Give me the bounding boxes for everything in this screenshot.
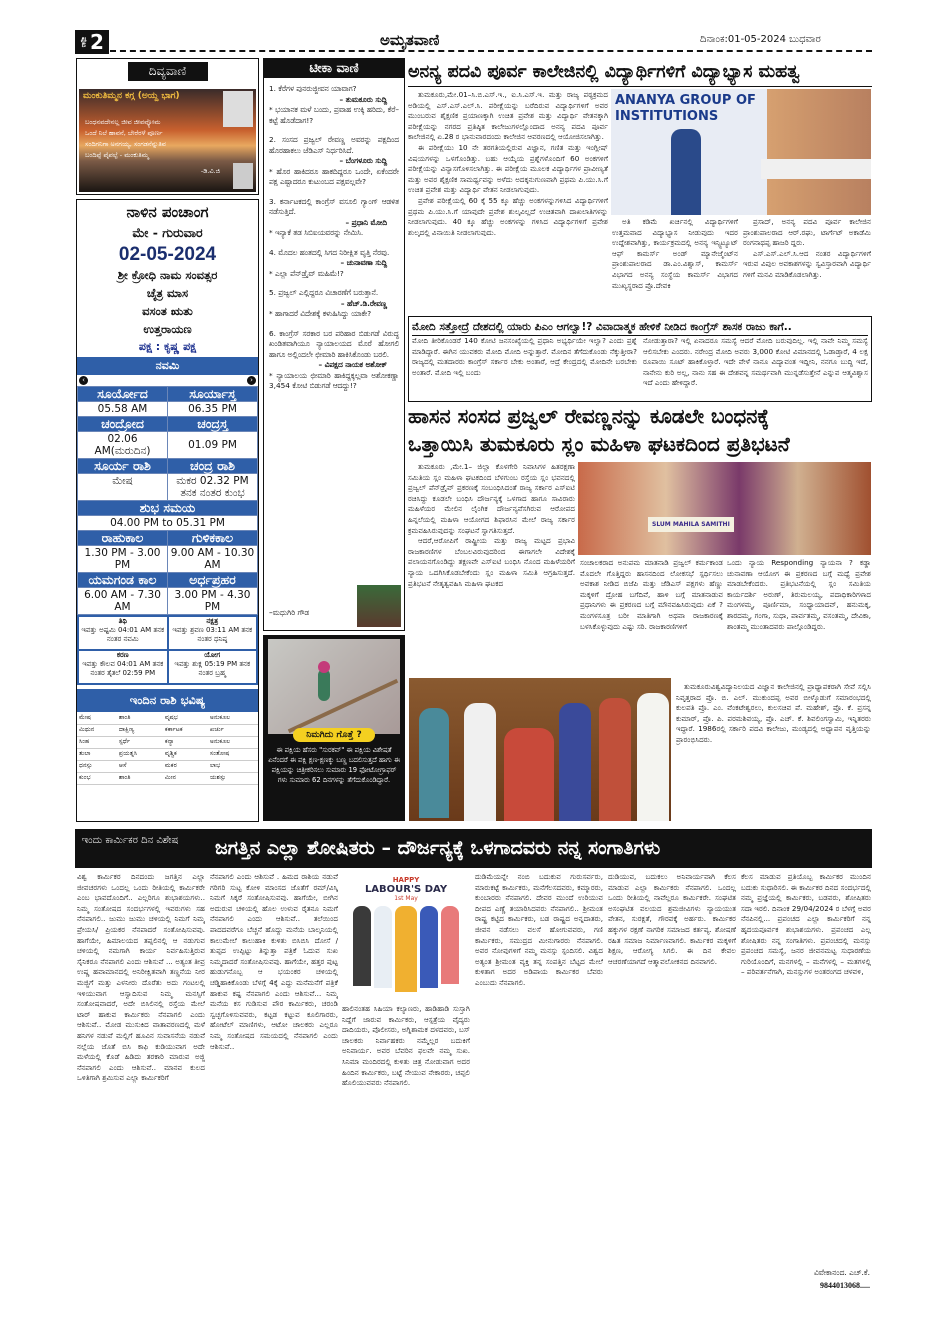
rashi-prediction: ಸಂತೋಷ xyxy=(208,748,258,760)
masthead: ಅಮೃತವಾಣಿ xyxy=(380,31,440,49)
teeka-question: 3. ಕರ್ನಾಟಕದಲ್ಲಿ ಕಾಂಗ್ರೆಸ್ ವಸೂಲಿ ಗ್ಯಾಂಗ್ ಆಡಳಿತ ನಡೆಸುತ್ತಿದೆ. xyxy=(269,196,399,216)
article3-para: ಆದರೆ,ಆರೋಪಿಗೆ ರಾಷ್ಟ್ರೀಯ ಮತ್ತು ರಾಜ್ಯ ಮಟ್ಟದ ಪ್ರಭಾವಿ ರಾಜಕಾರಣಿಗಳ ಬೆಂಬಲವಿರುವುದರಿಂದ ಈಗಾಗಲೇ ವಿದೇಶಕ್ಕೆ ಪಲಾಯನಗೊಂಡಿದ್ದು ತಕ್ಷಣವೇ ಎಸ್ಐಟಿ ಬಂಧಿಸಿ ನೊಂದ ಮಹಿಳೆಯರಿಗೆ ನ್ಯಾಯ ಒದಗಿಸಿಕೊಡಬೇಕೆಂದು ಸ್ಲಂ ಮಹಿಳಾ ಸಮಿತಿ ಆಗ್ರಹಿಸುತ್ತದೆ. ಪ್ರತಿಭಟನೆ ನೇತೃತ್ವವಹಿಸಿ ಮಹಿಳಾ ಘಟಕದ xyxy=(408,536,575,588)
moonrise-label: ಚಂದ್ರೋದ xyxy=(78,417,168,432)
divyavani-verse: ಬಂಧನವದೇನಲ್ಲ ಜೀವ ಜೀವವ್ಯೋಮ ಒಂದೆ ನಿಲೆ ಹಾವನೆ, ಬೇರೆರಳೆ ಪೂರ್ಣ ಸಂದಿಗನಿಗಾ ಅನಗಯ್ಯ, ಸಂಗಡನೆನ್ನುತಿವ ಬಂದಿಪ್ಪೆ ಪೈಪಲ್ಪೆ - ಮಂಕುತಿಮ್ಮ xyxy=(85,118,166,159)
panchang-tithi: ನವಮಿ xyxy=(77,357,258,375)
rashi-prediction: ದಾಕ್ಷಿಣ್ಯ xyxy=(117,724,163,736)
panchang-date: 02-05-2024 xyxy=(118,244,217,265)
felicitation-photo xyxy=(409,678,671,821)
nakshatra-value: ಇವತ್ತು ಶ್ರವಣ 03:11 AM ತನಕ ನಂತರ ಧನಿಷ್ಠ xyxy=(172,626,253,643)
karana-value: ಇವತ್ತು ಕೌಲವ 04:01 AM ತನಕ ನಂತರ ತೈತಲೆ 02:59 PM xyxy=(82,660,164,677)
rashi-prediction: ಆಸೆ xyxy=(117,760,163,772)
article3-body-col1 xyxy=(408,462,575,674)
panchang-title: ನಾಳಿನ ಪಂಚಾಂಗ xyxy=(126,203,209,221)
teeka-source: – ಚುನಾವಣಾ ಸುದ್ದಿ xyxy=(340,258,387,267)
protest-placard: SLUM MAHILA SAMITHI xyxy=(648,517,734,532)
article5-col6: ಕೆಲಸ ಮಾಡುವ ಪ್ರತಿಯೊಬ್ಬ ಕಾರ್ಮಿಕರ ಮುಂದಿನ ಬದುಕು ಸುಧಾರಿಸಲಿ. ಈ ಕಾರ್ಮಿಕರ ದಿನದ ಸಂದರ್ಭದಲ್ಲಿ ನಮ್ಮ ಪ್ರಜ್ಞೆಯಲ್ಲಿ ಕಾರ್ಮಿಕರು, ಬಡವರು, ಶೋಷಿತರು ಸದಾ ಇರಲಿ. ದಿನಾಂಕ 29/04/2024 ರ ಬೆಳಗ್ಗೆ ಅವರ ನೆನಪಿನಲ್ಲಿ... ಪ್ರಪಂಚದ ಎಲ್ಲಾ ಕಾರ್ಮಿಕರಿಗೆ ನನ್ನ ಹೃದಯಪೂರ್ವಕ ಶುಭಾಶಯಗಳು. ಪ್ರಪಂಚದ ಎಲ್ಲ ಶೋಷಿತರು ನನ್ನ ಸಂಗಾತಿಗಳು. ಪ್ರಪಂಚದಲ್ಲಿ ಮನಸ್ಸು ಪ್ರಪಂಚದ ಸಮಸ್ಯೆ, ಜನರ ಜೀವನಮಟ್ಟ ಸುಧಾರಣೆಯ ಗುರಿಯೊಂದಿಗೆ, ಮನಗಳಲ್ಲಿ – ಮನೆಗಳಲ್ಲಿ – ಮತಗಳಲ್ಲಿ – ಪರಿವರ್ತನೆಗಾಗಿ, ಮನಸ್ಸುಗಳ ಅಂತರಂಗದ ಚಳವಳಿ, xyxy=(741,872,871,977)
yoga-value: ಇವತ್ತು ಶುಕ್ಲ 05:19 PM ತನಕ ನಂತರ ಬ್ರಹ್ಮ xyxy=(174,660,251,677)
teeka-question: 6. ಕಾಂಗ್ರೆಸ್ ಸರಕಾರ ಬರ ಪರಿಹಾರ ಬಿಡುಗಡೆ ವಿರುದ್ಧ ಖಂಡಿತವಾಗಿಯೂ ನ್ಯಾಯಾಲಯದ ಮೊರೆ ಹೋಗಲಿ ಹಾಗೂ ಅಲ್ಲಿಂದಲೇ ಛೀಮಾರಿ ಹಾಕಿಸಿಕೊಂಡು ಬರಲಿ. xyxy=(269,328,399,359)
labour-image-text-title: LABOUR'S DAY xyxy=(364,884,448,895)
sunset-label: ಸೂರ್ಯಾಸ್ತ xyxy=(168,387,258,402)
chandra-rashi-value: ಮಕರ 02.32 PM ತನಕ ನಂತರ ಕುಂಭ xyxy=(168,474,258,501)
article1-para: ಪ್ರವೇಶ ಪರೀಕ್ಷೆಯಲ್ಲಿ 60 ಕ್ಕೆ 55 ಕ್ಕೂ ಹೆಚ್ಚು ಅಂಕಗಳನ್ನುಗಳಿಸಿದ ವಿದ್ಯಾರ್ಥಿಗಳಿಗೆ ಪ್ರಥಮ ಪಿ.ಯು.ಸಿ.ಗೆ ಯಾವುದೇ ಪ್ರವೇಶ ಶುಲ್ಕವಿಲ್ಲದೆ ಉಚಿತವಾಗಿ ದಾಖಲಾತಿಗಳನ್ನು ನೀಡಲಾಗುವುದು. 40 ಕ್ಕೂ ಹೆಚ್ಚು ಅಂಕಗಳನ್ನು ಗಳಿಸಿದ ವಿದ್ಯಾರ್ಥಿಗಳಿಗೆ ಪ್ರವೇಶ ಶುಲ್ಕದಲ್ಲಿ ವಿನಾಯಿತಿ ನೀಡಲಾಗುವುದು. xyxy=(408,195,608,237)
rashi-sign: ಕರ್ಕಾಟಕ xyxy=(163,724,208,736)
article1-photo xyxy=(611,89,871,215)
article1-para: ಪ್ರಸಾದ್, ಅನನ್ಯ ಪದವಿ ಪೂರ್ವ ಕಾಲೇಜಿನ ಪ್ರಾಂಶುಪಾಲರಾದ ಆರ್.ರಘು, ಟಾರ್ಗೆಟ್ ಅಕಾಡೆಮಿ ರಂಗನಾಥಪ್ಪ ಹಾಜರಿ ದ್ದರು. xyxy=(743,217,871,248)
rashi-sign: ತುಲಾ xyxy=(77,748,117,760)
did-you-know-title: ನಿಮಗಿದು ಗೊತ್ತೆ ? xyxy=(293,728,375,742)
panchang-timings-table xyxy=(77,386,258,615)
surya-rashi-label: ಸೂರ್ಯ ರಾಶಿ xyxy=(78,459,168,474)
article4-body: ತುಮಕೂರುವಿಶ್ವವಿದ್ಯಾನಿಲಯದ ವಿಜ್ಞಾನ ಕಾಲೇಜಿನಲ್ಲಿ ಪ್ರಾಧ್ಯಾಪಕರಾಗಿ ಸೇವೆ ಸಲ್ಲಿಸಿ ನಿವೃತ್ತರಾದ ಪ್ರೊ. ಬಿ. ಎಲ್. ಮುಕುಂದಪ್ಪ ಅವರ ಬೀಳ್ಕೊಡುಗೆ ಸಮಾರಂಭದಲ್ಲಿ ಕುಲಪತಿ ಪ್ರೊ. ಎಂ. ವೆಂಕಟೇಶ್ವರಲು, ಕುಲಸಚಿವ ಪೆ. ಮಹೇಶ್, ಪ್ರೊ. ಕೆ. ಪ್ರಸನ್ನ ಕುಮಾರ್, ಪ್ರೊ. ಪಿ. ಪರಮಶಿವಯ್ಯ, ಪ್ರೊ. ಎಚ್. ಕೆ. ಶಿವಲಿಂಗಸ್ವಾಮಿ, ಇನ್ನಿತರರು ಇದ್ದಾರೆ. 1986ರಲ್ಲಿ ಸರ್ಕಾರಿ ಪದವಿ ಕಾಲೇಜು, ಮಂಡ್ಯದಲ್ಲಿ ಅಧ್ಯಾಪನ ವೃತ್ತಿಯನ್ನು ಪ್ರಾರಂಭಿಸಿದರು. xyxy=(676,682,871,744)
teeka-comment: * ಎಲ್ಲಾ ಪೆನ್‌ಡ್ರೈವ್ ಮಹಿಮೆ!? xyxy=(269,268,344,278)
teeka-item xyxy=(269,248,399,280)
panchang-masa: ಚೈತ್ರ ಮಾಸ xyxy=(146,286,189,300)
ardhaprahara-value: 3.00 PM - 4.30 PM xyxy=(168,588,258,615)
rashi-prediction: ಅನುಕೂಲ xyxy=(208,712,258,724)
teeka-author: –ಮಧುಗಿರಿ ಗೌಡ xyxy=(269,608,310,617)
rashi-row xyxy=(77,724,258,736)
article5-author: ವಿವೇಕಾನಂದ. ಎಚ್.ಕೆ. xyxy=(813,1268,870,1277)
rashi-prediction: ಶಾಂತಿ xyxy=(117,712,163,724)
teeka-item xyxy=(269,84,399,126)
article3-para: ತುಮಕೂರು ,ಮೇ.1– ಜಿಲ್ಲಾ ಕೊಳಗೇರಿ ನಿವಾಸಿಗಳ ಹಿತರಕ್ಷಣಾ ಸಮಿತಿಯ ಸ್ಲಂ ಮಹಿಳಾ ಘಟಕದಿಂದ ಬೆಳಗುಂಬ ರಸ್ತೆಯ ಸ್ಲಂ ಭವನದಲ್ಲಿ ಪ್ರಜ್ವಲ್ ಪೆನ್‌ಡ್ರೈವ್ ಪ್ರಕರಣಕ್ಕೆ ಸಂಬಂಧಿಸಿದಂತೆ ರಾಜ್ಯ ಸರ್ಕಾರ ಎಸ್ಐಟಿ ರಚಿಸಿದ್ದು ಕೂಡಲೇ ಬಂಧಿಸಿ ದೌರ್ಜನ್ಯಕ್ಕೆ ಒಳಗಾದ ಹಾಗೂ ಸಾವಿರಾರು ಮಹಿಳೆಯರ ಮೇಲಿನ ಲೈಂಗಿಕ ದೌರ್ಜನ್ಯವೆಸಗಿರುವ ಆರೋಪದ ಹಿನ್ನಲೆಯಲ್ಲಿ ಮಹಿಳಾ ಆಯೋಗದ ಶಿಫಾರಸಿನ ಮೇಲೆ ರಾಜ್ಯ ಸರ್ಕಾರ ಕ್ರಮವಹಿಸಿರುವುದನ್ನು ಸಂಘಟನೆ ಸ್ವಾಗತಿಸುತ್ತದೆ. xyxy=(408,462,575,535)
teeka-question: 2. ಸಂಸದ ಪ್ರಜ್ವಲ್ ರೇವಣ್ಣ ಅವರನ್ನು ಪಕ್ಷದಿಂದ ಹೊರಹಾಕಲು ಜೆಡಿಎಸ್ ನಿರ್ಧರಿಸಿದೆ. xyxy=(269,135,399,155)
teeka-comment: * ಇನ್ಯಾಕೆ ತಡ ಸಿಬಿಐಯವರನ್ನು ನೇಮಿಸಿ. xyxy=(269,228,364,237)
rashi-title: ಇಂದಿನ ರಾಶಿ ಭವಿಷ್ಯ xyxy=(77,689,258,712)
rashi-sign: ಮೀನ xyxy=(163,772,208,784)
article1-body-col2 xyxy=(612,217,738,313)
teeka-source: – ಪ್ರಧಾನಿ ಮೋದಿ xyxy=(345,217,387,227)
rashi-row xyxy=(77,712,258,724)
tithi-label: ತಿಥಿ xyxy=(118,617,127,625)
rashi-prediction: ಅನುಕೂಲ xyxy=(208,736,258,748)
article1-para: ತುಮಕೂರು,ಮೇ.01–ಸಿ.ಬಿ.ಎಸ್.ಇ., ಐ.ಸಿ.ಎಸ್.ಇ. ಮತ್ತು ರಾಜ್ಯ ಪಠ್ಯಕ್ರಮದ ಅಡಿಯಲ್ಲಿ ಎಸ್.ಎಸ್.ಎಲ್.ಸಿ. ಪರೀಕ್ಷೆಯನ್ನು ಬರೆದಿರುವ ವಿದ್ಯಾರ್ಥಿಗಳಿಗೆ ಅವರ ಮುಂಬರುವ ಶೈಕ್ಷಣಿಕ ಪ್ರಯಾಣಕ್ಕಾಗಿ ಉಚಿತ ಪ್ರವೇಶ ಮತ್ತು ವಿದ್ಯಾರ್ಥಿ ವೇತನಕ್ಕಾಗಿ ಪರೀಕ್ಷೆಯನ್ನು ನಗರದ ಪ್ರತಿಷ್ಠಿತ ಕಾಲೇಜುಗಳಲ್ಲೊಂದಾದ ಅನನ್ಯ ಪದವಿ ಪೂರ್ವ ಕಾಲೇಜಿನಲ್ಲಿ ಏ.28 ರ ಭಾನುವಾರದಂದು ಕಾಲೇಜಿನ ಆವರಣದಲ್ಲಿ ಆಯೋಜಿಸಲಾಗಿತ್ತು. xyxy=(408,90,608,142)
rashi-prediction: ಖರ್ಚು xyxy=(208,724,258,736)
rashi-table xyxy=(77,712,258,785)
teeka-item xyxy=(269,135,399,188)
article1-para: ಎಸ್.ಎಸ್.ಎಲ್.ಸಿ.ಆದ ನಂತರ ವಿದ್ಯಾರ್ಥಿಗಳಿಗೆ ಇರುವ ವಿಪುಲ ಅವಕಾಶಗಳನ್ನು ಸ್ವವಿಸ್ತಾರವಾಗಿ ವಿದ್ಯಾರ್ಥಿ ಗಳಿಗೆ ಮನವಿ ಮಾಡಿಕೊಡಲಾಗಿತ್ತು. xyxy=(743,248,871,279)
article5-col2: ನೆನಪಾಗಲಿ ಎಂದು ಆಶಿಸುವೆ . ಹಿಮದ ರಾಶಿಯ ನಡುವೆ ಗರಿಗರಿ ಸುಟ್ಟ ಕೋಳಿ ಮಾಂಸದ ಜೊತೆಗೆ ರಮ್/ವಿಸ್ಕಿ ನಿಮಗೆ ಸಿಕ್ಕರೆ ಸಂತೋಷಿಸುವವು. ಹಾಗೆಯೇ, ಬೀಗಿನ ಅದುರುವ ಚಳಿಯಲ್ಲಿ ಹೊಲ ಉಳುವ ರೈತನೂ ನಿಮಗೆ ನೆನಪಾಗಲಿ ಎಂದು ಆಶಿಸುವೆ.. ತಲೆಯಿಂದ ಪಾದದವರೆಗೂ ಬೆಚ್ಚನೆ ಹೊದ್ದು ಮನೆಯ ಬಾಲ್ಕನಿಯಲ್ಲಿ ಕಾಲುಮೇಲೆ ಕಾಲುಹಾಕಿ ಕುಳಿತು ಬಿಸಿಬಿಸಿ ದೋಸೆ / ತುಪ್ಪದ ಉಪ್ಪಿಟ್ಟು ತಿನ್ನುತ್ತಾ ಪತ್ರಿಕೆ ಓದುವ ಸುಖ ನಿಮ್ಮದಾದರೆ ಸಂತೋಷಿಸುವವು. ಹಾಗೆಯೇ, ಹತ್ತರ ಪುಟ್ಟ ಹುಡುಗನೊಬ್ಬ ಆ ಭಯಂಕರ ಚಳಿಯಲ್ಲಿ ಚಡ್ಡಿಹಾಕಿಕೊಂಡು ಬೆಳಗ್ಗೆ 4ಕ್ಕೆ ಎದ್ದು ಮನೆಮನೆಗೆ ಪತ್ರಿಕೆ ಹಾಕುವ ಕಷ್ಟ ನೆನಪಾಗಲಿ ಎಂದು ಆಶಿಸುವೆ... ನಿಮ್ಮ ಮನೆಯ ಕಸ ಗುಡಿಸುವ ಪೌರ ಕಾರ್ಮಿಕರು, ಚರಂಡಿ ಸ್ವಚ್ಛಗೊಳಿಸುವವರು, ಕಟ್ಟಡ ಕಟ್ಟುವ ಕೂಲಿಗಾರರು, ಹೋಟೆಲ್ ಮಾಣಿಗಳು, ಆಟೋ ಚಾಲಕರು ಎಲ್ಲರೂ ನಿಮ್ಮ ಸಂತೋಷದ ಸಮಯದಲ್ಲಿ ನೆನಪಾಗಲಿ ಎಂದು ಆಶಿಸುವೆ.. xyxy=(210,872,338,1051)
teeka-question: 5. ಪ್ರಜ್ವಲ್ ಎಲ್ಲಿದ್ದರೂ ವಿಚಾರಣೆಗೆ ಬರುತ್ತಾನೆ. xyxy=(269,288,379,297)
panchang-ayana: ಉತ್ತರಾಯಣ xyxy=(143,322,192,336)
sunrise-label: ಸೂರ್ಯೋದ xyxy=(78,387,168,402)
ananya-sign: ANANYA GROUP OF INSTITUTIONS xyxy=(615,93,756,124)
panchang-paksha: ಪಕ್ಷ : ಕೃಷ್ಣ ಪಕ್ಷ xyxy=(138,340,197,353)
rashi-sign: ಸಿಂಹ xyxy=(77,736,117,748)
yamaganda-label: ಯಮಗಂಡ ಕಾಲ xyxy=(78,573,168,588)
teeka-comment: * ಹಾಗಾದರೆ ವಿದೇಶಕ್ಕೆ ಕಳುಹಿಸಿದ್ದು ಯಾಕೇ? xyxy=(269,309,372,318)
did-you-know-text: ಈ ಪಕ್ಷಿಯ ಹೆಸರು "ಸುರಕವ್" ಈ ಪಕ್ಷಿಯ ವಿಶೇಷತೆ ಏನೆಂದರೆ ಈ ಪಕ್ಷಿ ಕ್ಷಣ-ಕ್ಷಣಕ್ಕು ಬಣ್ಣ ಬದಲಿಸುತ್ತದೆ ಹಾಗು ಈ ಪಕ್ಷಿಯನ್ನು ಚಿತ್ರೀಕರಿಸಲು ಸುಮಾರು 19 ಫೋಟೋಗ್ರಾಫರ್ ಗಳು ಸುಮಾರು 62 ದಿನಗಳನ್ನು ತೆಗೆದುಕೊಂಡಿದ್ದಾರೆ. xyxy=(268,746,400,784)
divyavani-box xyxy=(76,58,259,195)
yamaganda-value: 6.00 AM - 7.30 AM xyxy=(78,588,168,615)
article1-headline: ಅನನ್ಯ ಪದವಿ ಪೂರ್ವ ಕಾಲೇಜಿನಲ್ಲಿ ವಿದ್ಯಾರ್ಥಿಗಳಿಗೆ ವಿದ್ಯಾಭ್ಯಾಸ ಮಹತ್ವ xyxy=(408,58,872,87)
teeka-item xyxy=(269,197,399,239)
tithi-cell xyxy=(78,616,168,650)
poet-portrait xyxy=(223,91,253,127)
teeka-source: – ವಿಪಕ್ಷದ ನಾಯಕ ಅಶೋಕ್ xyxy=(318,360,387,369)
article3-body-col3: ಒಂದು ನ್ಯಾಯ Responding ನ್ಯಾಯನಾ ? ಕಡ್ಡಾ ಚುನಾವಣಾ ಆಯೋಗ ಈ ಪ್ರಕರಣದ ಬಗ್ಗೆ ಮಧ್ಯೆ ಪ್ರವೇಶ ಮಾಡಬೇಕೆಂದರು. ಪ್ರತಿಭಟನೆಯಲ್ಲಿ ಸ್ಲಂ ಸಮಿತಿಯ ಕಾರ್ಯದರ್ಶಿ ಅರುಣ್, ತಿರುಮಲಯ್ಯ, ಪದಾಧಿಕಾರಿಗಳಾದ ಮಂಗಳಮ್ಮ, ಪೂರ್ಣಿಮಾ, ಸಂಧ್ಯಾಯಾದವ್, ಹನುಮಕ್ಕ, ಶಾರದಮ್ಮ, ಗಂಗಾ, ಸುಧಾ, ಪಾರ್ವತಮ್ಮ, ವಸಂತಮ್ಮ, ದೇವಿಕಾ, ಶಾಂತಮ್ಮ ಮುಂತಾದವರು ಪಾಲ್ಗೊಂಡಿದ್ದರು. xyxy=(727,558,871,631)
teeka-source: – ತುಮಕೂರು ಸುದ್ದಿ xyxy=(339,94,387,104)
protest-photo xyxy=(578,462,871,555)
teeka-comment: * ಹೊರ ಹಾಕಿದರೂ ಹಾಕದಿದ್ದರೂ ಒಂದೇ, ಏಕೆಂದರೇ ಪಕ್ಷ ಎಷ್ಟಾದರೂ ಕುಟುಂಬದ ಪಕ್ಷವಲ್ಲವೇ? xyxy=(269,166,399,186)
article5-col5: ದುಡಿಯುವ, ಬದುಕಲು ಅನಿವಾರ್ಯವಾಗಿ ಕೆಲಸ ಮಾಡುವ ಎಲ್ಲಾ ಕಾರ್ಮಿಕರು ನೆನಪಾಗಲಿ. ಒಂದಲ್ಲ ಒಂದು ರೀತಿಯಲ್ಲಿ ನಾವೆಲ್ಲರೂ ಕಾರ್ಮಿಕರೇ. ಸಂಘಟಿತ ಅಸಂಘಟಿತ ವಲಯದ ಶ್ರಮಜೀವಿಗಳು ನ್ಯಾಯಯುತ ವೇತನ, ಸುರಕ್ಷತೆ, ಗೌರವಕ್ಕೆ ಅರ್ಹರು. ಕಾರ್ಮಿಕರ ಹಕ್ಕುಗಳ ರಕ್ಷಣೆ ನಾಗರಿಕ ಸಮಾಜದ ಕರ್ತವ್ಯ. ಶೋಷಣೆ ರಹಿತ ಸಮಾಜ ನಿರ್ಮಾಣವಾಗಲಿ. ಕಾರ್ಮಿಕರ ಮಕ್ಕಳಿಗೆ ಶಿಕ್ಷಣ, ಆರೋಗ್ಯ ಸಿಗಲಿ. ಈ ದಿನ ಕೇವಲ ಆಚರಣೆಯಾಗದೆ ಆತ್ಮಾವಲೋಕನದ ದಿನವಾಗಲಿ. xyxy=(608,872,736,966)
karana-cell xyxy=(78,650,168,684)
teeka-comment: * ಭಯಾನಕ ಮಳೆ ಬಂದು, ಪ್ರವಾಹ ಉಕ್ಕಿ ಹರಿದು, ಕೆರೆ–ಕಟ್ಟೆ ಹೊಡೆದಾಗ!? xyxy=(269,105,399,125)
article2-box xyxy=(408,316,872,402)
panchang-samvatsara: ಶ್ರೀ ಕ್ರೋಧಿ ನಾಮ ಸಂವತ್ಸರ xyxy=(117,268,218,282)
labour-day-kicker: ಇಂದು ಕಾರ್ಮಿಕರ ದಿನ ವಿಶೇಷ xyxy=(81,835,179,846)
teeka-source: – ಹೆಚ್.ಡಿ.ರೇವಣ್ಣ xyxy=(340,298,387,308)
article3-body-col2: ಸಂಚಾಲಕರಾದ ಅನುಪಮ ಮಾತನಾಡಿ ಪ್ರಜ್ವಲ್ ಕರ್ಮಕಾಂಡ ಮೊದಲೇ ಗೊತ್ತಿದ್ದರು ಹಾಸನದಿಂದ ಲೋಕಸಭೆ ಸ್ಪರ್ಧಿಸಲು ಅವಕಾಶ ನೀಡಿದ ಬಿಜೆಪಿ ಮತ್ತು ಜೆಡಿಎಸ್ ಪಕ್ಷಗಳು ಹೆಣ್ಣು ಮಕ್ಕಳಿಗೆ ದ್ರೋಹ ಬಗೆದಿವೆ, ಹಾಳಿ ಬಗ್ಗೆ ಮಾತನಾಡುವ ಪ್ರಧಾನಿಗಳು ಈ ಪ್ರಕರಣದ ಬಗ್ಗೆ ಮೌನವಹಿಸಿರುವುದು ಏಕೆ ? ಮಂಗಳಸೂತ್ರ ಬರೀ ಮಾತಿಗಾಗಿ ಅಥವಾ ರಾಜಕಾರಣಕ್ಕೆ ಬಳಸಿಕೊಳ್ಳುವುದು ಎಷ್ಟು ಸರಿ. ರಾಜಕಾರಣಿಗಳಿಗೆ xyxy=(580,558,723,631)
article5-col1: ವಿಶ್ವ ಕಾರ್ಮಿಕರ ದಿನದಂದು ಜಗತ್ತಿನ ಎಲ್ಲಾ ಜೀವಚರಗಳು ಒಂದಲ್ಲ ಒಂದು ರೀತಿಯಲ್ಲಿ ಕಾರ್ಮಿಕರೇ ಎಂಬ ಭಾವದೊಂದಿಗೆ.. ಎಲ್ಲರಿಗೂ ಶುಭಾಶಯಗಳು.. ನಿಮ್ಮ ಸಂತೋಷದ ಸಂದರ್ಭಗಳಲ್ಲಿ ಇವರುಗಳು ಸಹ ನೆನಪಾಗಲಿ.. ಜುಮು ಜುಮು ಚಳಿಯಲ್ಲಿ ನಿಮಗೆ ನಿಮ್ಮ ಪ್ರೇಯಸಿ/ ಪ್ರಿಯಕರ ನೆನಪಾದರೆ ಸಂತೋಷಿಸುವವು. ಹಾಗೆಯೇ, ಹಿಮಾಲಯದ ತಪ್ಪಲಿನಲ್ಲಿ ಆ ನಡುಗುವ ಚಳಿಯಲ್ಲಿ ನಮಗಾಗಿ ಕಾರ್ಯ ನಿರ್ವಹಿಸುತ್ತಿರುವ ಸೈನಿಕರೂ ನೆನಪಾಗಲಿ ಎಂದು ಆಶಿಸುವೆ ... ಅತ್ಯಂತ ತೀವ್ರ ಉಷ್ಣ ಹವಾಮಾನದಲ್ಲಿ ಅನಿರೀಕ್ಷಿತವಾಗಿ ತಣ್ಣನೆಯ ನೀರ ಮಜ್ಜಿಗೆ ಮತ್ತು ಎಳನೀರು ದೊರೆತು ಅದು ಗಂಟಲಲ್ಲಿ ಇಳಿಯುವಾಗ ಆಸ್ವಾದಿಸುವ ನಿಮ್ಮ ಮನಸ್ಸಿಗೆ ಸಂತೋಷವಾದರೆ, ಅದೇ ಬಿಸಿಲಿನಲ್ಲಿ ರಸ್ತೆಯ ಮೇಲೆ ಟಾರ್ ಹಾಕುವ ಕಾರ್ಮಿಕರು ನೆನಪಾಗಲಿ ಎಂದು ಆಶಿಸುವೆ.. ಮೋಡ ಮುಸುಕಿದ ವಾತಾವರಣದಲ್ಲಿ ಮಳೆ ಹನಿಗಳ ನಡುವೆ ಮಲ್ಲಿಗೆ ಹೂವಿನ ಸುವಾಸನೆಯ ನಡುವೆ ನಲ್ಲೆಯ ಜೊತೆ ಬಿಸಿ ಕಾಫಿ ಕುಡಿಯುವಾಗ ಅದೇ ಮಳೆಯಲ್ಲಿ ಕೊಡೆ ಹಿಡಿದು ತರಕಾರಿ ಮಾರುವ ಅಜ್ಜಿ ನೆನಪಾಗಲಿ ಎಂದು ಆಶಿಸುವೆ.. ಮಾನವ ಕುಲದ ಒಳಿತಿಗಾಗಿ ಶ್ರಮಿಸುವ ಎಲ್ಲಾ ಕಾರ್ಮಿಕರಿಗೆ xyxy=(77,872,205,1083)
rashi-sign: ಮಿಥುನ xyxy=(77,724,117,736)
header-divider xyxy=(110,50,872,52)
labour-day-headline: ಜಗತ್ತಿನ ಎಲ್ಲಾ ಶೋಷಿತರು – ದೌರ್ಜನ್ಯಕ್ಕೆ ಒಳಗಾದವರು ನನ್ನ ಸಂಗಾತಿಗಳು xyxy=(215,837,661,859)
rashi-sign: ಕುಂಭ xyxy=(77,772,117,784)
rashi-row xyxy=(77,748,258,760)
rashi-row xyxy=(77,760,258,772)
hummingbird-photo xyxy=(268,639,400,734)
rashi-row xyxy=(77,736,258,748)
article1-body xyxy=(408,90,608,312)
article1-para: ಈ ಪರೀಕ್ಷೆಯು 10 ನೇ ತರಗತಿಯಲ್ಲಿರುವ ವಿಜ್ಞಾನ, ಗಣಿತ ಮತ್ತು ಇಂಗ್ಲೀಷ್ ವಿಷಯಗಳನ್ನು ಒಳಗೊಂಡಿತ್ತು. ಬಹು ಆಯ್ಕೆಯ ಪ್ರಶ್ನೆಗಳೊಂದಿಗೆ 60 ಅಂಕಗಳಿಗೆ ಪರೀಕ್ಷೆಯನ್ನು ವಿನ್ಯಾಸಗೊಳಿಸಲಾಗಿತ್ತು. ಈ ಪರೀಕ್ಷೆಯ ಮೂಲಕ ವಿದ್ಯಾರ್ಥಿಗಳ ಪ್ರಾವೀಣ್ಯತೆ ಮತ್ತು ಅವರ ಶೈಕ್ಷಣಿಕ ಸಾಮರ್ಥ್ಯವನ್ನು ಅಳೆದು ಅದಕ್ಕನುಗುಣವಾಗಿ ಪ್ರಥಮ ಪಿ.ಯು.ಸಿ.ಗೆ ಉಚಿತ ಪ್ರವೇಶ ಮತ್ತು ವಿದ್ಯಾರ್ಥಿ ವೇತನ ನೀಡಲಾಗುವುದು. xyxy=(408,142,608,195)
teeka-question: 4. ಮೊದಲ ಹಂತದಲ್ಲಿ ಸಿಗದ ನಿರೀಕ್ಷಿತ ವೃತ್ತಿ ನೆರವು. xyxy=(269,247,390,257)
rashi-sign: ಕನ್ಯಾ xyxy=(163,736,208,748)
ardhaprahara-label: ಅರ್ಧಪ್ರಹರ xyxy=(168,573,258,588)
next-arrow-icon[interactable]: › xyxy=(247,376,256,385)
moonset-value: 01.09 PM xyxy=(168,432,258,459)
article5-col3: ಹಾಲಿನಂತಹ ಸಿಹಿಯಾ ಕಲ್ಯಾಣರು, ಹಾಡಿಹಾಡಿ ಸುಸ್ತಾಗಿ ನಿದ್ದೆಗೆ ಜಾರುವ ಕಾರ್ಮಿಕರು, ಆಸ್ಪತ್ರೆಯ ವೈದ್ಯರು ದಾದಿಯರು, ಪೊಲೀಸರು, ಅಗ್ನಿಶಾಮಕ ದಳದವರು, ಬಸ್ ಚಾಲಕರು ನಿರ್ವಾಹಕರು ನಮ್ಮೆಲ್ಲರ ಬದುಕಿಗೆ ಅನಿವಾರ್ಯ. ಅವರ ಬೆವರಿನ ಫಲವೇ ನಮ್ಮ ಸುಖ. ಸಿನಿಮಾ ಮಂದಿರದಲ್ಲಿ ಕುಳಿತು ಚಿತ್ರ ನೋಡುವಾಗ ಅದರ ಹಿಂದಿನ ಕಾರ್ಮಿಕರು, ಬಟ್ಟೆ ನೇಯುವ ನೇಕಾರರು, ಚಪ್ಪಲಿ ಹೊಲಿಯುವವರು ನೆನಪಾಗಲಿ. xyxy=(342,1004,470,1088)
teeka-items xyxy=(269,84,399,392)
teeka-vaani-title: ಟೀಕಾ ವಾಣಿ xyxy=(264,59,404,78)
moonset-label: ಚಂದ್ರಸ್ತ xyxy=(168,417,258,432)
panchang-day: ಮೇ - ಗುರುವಾರ xyxy=(132,225,203,240)
teeka-question: 1. ಕೆರೆಗಳ ಪುನರುಜ್ಜೀವನ ಯಾವಾಗ? xyxy=(269,84,357,93)
divyavani-image xyxy=(79,89,256,192)
tithi-value: ಇವತ್ತು ಅಷ್ಟಮಿ 04:01 AM ತನಕ ನಂತರ ನವಮಿ xyxy=(81,626,165,643)
divyavani-title: ದಿವ್ಯವಾಣಿ xyxy=(128,62,208,81)
teeka-vaani-box xyxy=(263,58,405,631)
teeka-item xyxy=(269,288,399,320)
article2-col1: ಮೋದಿ ತೀರಿಕೊಂಡರೆ 140 ಕೋಟಿ ಜನಸಂಖ್ಯೆಯಲ್ಲಿ ಪ್ರಧಾನಿ ಅಭ್ಯರ್ಥಿಯೇ ಇಲ್ವಾ? ಎಂದು ಪ್ರಶ್ನೆ ಮಾಡಿದ್ದಾರೆ. ಈಗಿನ ಯುವಕರು ಮೋದಿ ಮೋದಿ ಅನ್ನುತ್ತಾರೆ. ಮೋದಿನ ತೆಗೆದುಕೊಂಡು ನೆಕ್ಕುತ್ತೀರಾ? ರಾಜ್ಯದಲ್ಲಿ ಮತದಾರರು ಕಾಂಗ್ರೆಸ್ ಸರ್ಕಾರ ಬೇಕು ಅಂತಾರೆ, ಆದ್ರೆ ಕೇಂದ್ರದಲ್ಲಿ ಮೋದಿನೇ ಬರಬೇಕು ಅಂತಾರೆ. ಮೋದಿ ಇಲ್ಲಿ ಬಂದು xyxy=(412,336,637,377)
rahukala-value: 1.30 PM - 3.00 PM xyxy=(78,546,168,573)
author-photo xyxy=(357,585,401,627)
panchang-box xyxy=(76,199,259,822)
did-you-know-box xyxy=(263,635,405,821)
labour-day-image xyxy=(342,872,470,1000)
rahukala-label: ರಾಹುಕಾಲ xyxy=(78,531,168,546)
article2-headline: ಮೋದಿ ಸತ್ತೋದ್ರೆ ದೇಶದಲ್ಲಿ ಯಾರು ಪಿಎಂ ಆಗಲ್ವಾ!? ವಿವಾದಾತ್ಮಕ ಹೇಳಿಕೆ ನೀಡಿದ ಕಾಂಗ್ರೆಸ್ ಶಾಸಕ ರಾಜು ಕಾಗೆ.. xyxy=(412,319,868,336)
rashi-sign: ವೃಶ್ಚಿಕ xyxy=(163,748,208,760)
shubha-value: 04.00 PM to 05.31 PM xyxy=(78,516,258,531)
karana-label: ಕರಣ xyxy=(116,651,129,659)
rashi-sign: ಧನಸ್ಸು xyxy=(77,760,117,772)
article1-para: ಅತಿ ಕಡಿಮೆ ಖರ್ಚಿನಲ್ಲಿ ವಿದ್ಯಾರ್ಥಿಗಳಿಗೆ ಉತ್ತಮವಾದ ವಿದ್ಯಾಭ್ಯಾಸ ನೀಡುವುದು ಇದರ ಉದ್ದೇಶವಾಗಿತ್ತು, ಕಾರ್ಯಕ್ರಮದಲ್ಲಿ ಅನನ್ಯ ಇನ್ಸ್ಟಿಟ್ಯೂಟ್ ಆಫ್ ಕಾಮರ್ಸ್ ಅಂಡ್ ಮ್ಯಾನೇಜ್ಮೆಂಟ್‌ನ ಪ್ರಾಂಶುಪಾಲರಾದ ಡಾ.ಎಂ.ವಿಶ್ವಾಸ್, ಕಾಮರ್ಸ್ ವಿಭಾಗದ ಅನನ್ಯ ಸಂಸ್ಥೆಯ ಕಾಮರ್ಸ್ ವಿಭಾಗದ ಮುಖ್ಯಸ್ಥರಾದ ಪ್ರೊ.ದೇವಕಿ xyxy=(612,217,738,290)
rashi-prediction: ಸ್ಪರ್ಧೆ xyxy=(117,736,163,748)
nakshatra-cell xyxy=(168,616,258,650)
rashi-sign: ಮಕರ xyxy=(163,760,208,772)
moonrise-value: 02.06 AM(ಮರುದಿನ) xyxy=(78,432,168,459)
chandra-rashi-label: ಚಂದ್ರ ರಾಶಿ xyxy=(168,459,258,474)
divyavani-banner: ಮಂಕುತಿಮ್ಮನ ಕಗ್ಗ (ಅಯ್ದ ಭಾಗ) xyxy=(83,91,180,101)
gulikakala-label: ಗುಳಿಕಕಾಲ xyxy=(168,531,258,546)
article5-col4: ದುಡಿಮೆಯನ್ನೇ ನಂಬಿ ಬದುಕುವ ಗುರುಸರ್ವರು, ಮಾರುಕಟ್ಟೆ ಕಾರ್ಮಿಕರು, ಮನೆಗೆಲಸದವರು, ಕಮ್ಮಾರರು, ಕುಂಬಾರರು ನೆನಪಾಗಲಿ. ದೇವರ ಮುಂದೆ ಉರಿಯುವ ದೀಪದ ಎಣ್ಣೆ ತಯಾರಿಸಿದವರು ನೆನಪಾಗಲಿ.. ಶ್ರೀಮಂತ ರಾಷ್ಟ್ರ ಕಟ್ಟಿದ ಕಾರ್ಮಿಕರು, ಬಡ ರಾಷ್ಟ್ರದ ಅನ್ನದಾತರು, ಜೀವನ ನಡೆಸಲು ವಲಸೆ ಹೋಗುವವರು, ಗಣಿ ಕಾರ್ಮಿಕರು, ಸಮುದ್ರದ ಮೀನುಗಾರರು ನೆನಪಾಗಲಿ. ಅವರ ನೋವುಗಳಿಗೆ ನಮ್ಮ ಮನಸ್ಸು ಸ್ಪಂದಿಸಲಿ. ವಿಶ್ವದ ಅತ್ಯಂತ ಶ್ರೀಮಂತ ವ್ಯಕ್ತಿ ತನ್ನ ಸಂಪತ್ತಿನ ಬೆಟ್ಟದ ಮೇಲೆ ಕುಳಿತಾಗ ಅದರ ಅಡಿಪಾಯ ಕಾರ್ಮಿಕರ ಬೆವರು ಎಂಬುದು ನೆನಪಾಗಲಿ. xyxy=(475,872,603,987)
gulikakala-value: 9.00 AM - 10.30 AM xyxy=(168,546,258,573)
article2-col2: ನೋಡುತ್ತಾರಾ? ಇಲ್ಲಿ ಏನಾದರೂ ಸಮಸ್ಯೆ ಆದರೆ ಮೋದಿ ಬರುವುದಿಲ್ಲ. ಇಲ್ಲಿ ನಾವೇ ನಿಮ್ಮ ಸಮಸ್ಯೆ ಆಲಿಸಬೇಕು ಎಂದರು. ನರೇಂದ್ರ ಮೋದಿ ಅವರು 3,000 ಕೋಟಿ ವಿಮಾನದಲ್ಲಿ ಓಡಾಡ್ತಾರೆ, 4 ಲಕ್ಷ ರೂಪಾಯಿ ಸೂಟ್ ಹಾಕಿಕೊಳ್ತಾರೆ. ಇದೇ ವೇಳೆ ನಾನೂ ವಿದ್ಯಾವಂತ ಇದ್ದೀನಿ, ನನಗೂ ಬುದ್ಧಿ ಇದೆ, ನಾನೇನು ಕುರಿ ಅಲ್ಲ, ನಾನು ಸಹ ಈ ದೇಶವನ್ನ ಸಮರ್ಥವಾಗಿ ಮುನ್ನಡೆಸುತ್ತೇನೆ ಎನ್ನುವ ಆತ್ಮವಿಶ್ವಾಸ ಇದೆ ಎಂದು ಹೇಳಿದ್ದಾರೆ. xyxy=(643,336,868,388)
labour-day-header-bar xyxy=(75,829,872,868)
issue-date: ದಿನಾಂಕ:01-05-2024 ಬುಧವಾರ xyxy=(700,34,821,45)
rashi-row xyxy=(77,772,258,784)
rashi-sign: ಮೇಷ xyxy=(77,712,117,724)
article3-headline-line1: ಹಾಸನ ಸಂಸದ ಪ್ರಜ್ವಲ್ ರೇವಣ್ಣನನ್ನು ಕೂಡಲೇ ಬಂಧನಕ್ಕೆ xyxy=(408,404,770,428)
yoga-label: ಯೋಗ xyxy=(204,651,221,659)
sunrise-value: 05.58 AM xyxy=(78,402,168,417)
author-portrait xyxy=(233,163,253,189)
teeka-source: – ಬೆಂಗಳೂರು ಸುದ್ದಿ xyxy=(339,156,387,165)
shubha-label: ಶುಭ ಸಮಯ xyxy=(78,501,258,516)
nakshatra-label: ನಕ್ಷತ್ರ xyxy=(206,617,219,625)
page-number-badge: ಪುಟ 2 xyxy=(75,30,109,54)
article3-headline-line2: ಒತ್ತಾಯಿಸಿ ತುಮಕೂರು ಸ್ಲಂ ಮಹಿಳಾ ಘಟಕದಿಂದ ಪ್ರತಿಭಟನೆ xyxy=(408,432,790,456)
article1-body-col3 xyxy=(743,217,871,313)
teeka-comment: * ನ್ಯಾಯಾಲಯ ಛೀಮಾರಿ ಹಾಕಿದ್ದಕ್ಕಲ್ಲವಾ ಅಶೋಕಣ್ಣಾ 3,454 ಕೋಟಿ ಬಿಡುಗಡೆ ಆದದ್ದು!? xyxy=(269,370,399,390)
surya-rashi-value: ಮೇಷ xyxy=(78,474,168,501)
teeka-item xyxy=(269,329,399,392)
labour-image-text-happy: HAPPY xyxy=(392,876,420,884)
sunset-value: 06.35 PM xyxy=(168,402,258,417)
yoga-cell xyxy=(168,650,258,684)
prev-arrow-icon[interactable]: ‹ xyxy=(79,376,88,385)
rashi-prediction: ಲಾಭ xyxy=(208,760,258,772)
rashi-sign: ವೃಷಭ xyxy=(163,712,208,724)
rashi-prediction: ಪ್ರಯತ್ನಸಿ xyxy=(117,748,163,760)
panchang-ritu: ವಸಂತ ಋತು xyxy=(142,304,193,318)
article5-phone: 9844013068..... xyxy=(820,1281,870,1290)
rashi-prediction: ಯಶಸ್ಸು xyxy=(208,772,258,784)
labour-image-text-date: 1st May xyxy=(394,895,418,902)
divyavani-author: -ಡಿ.ವಿ.ಜಿ xyxy=(200,167,220,175)
rashi-prediction: ಶಾಂತಿ xyxy=(117,772,163,784)
